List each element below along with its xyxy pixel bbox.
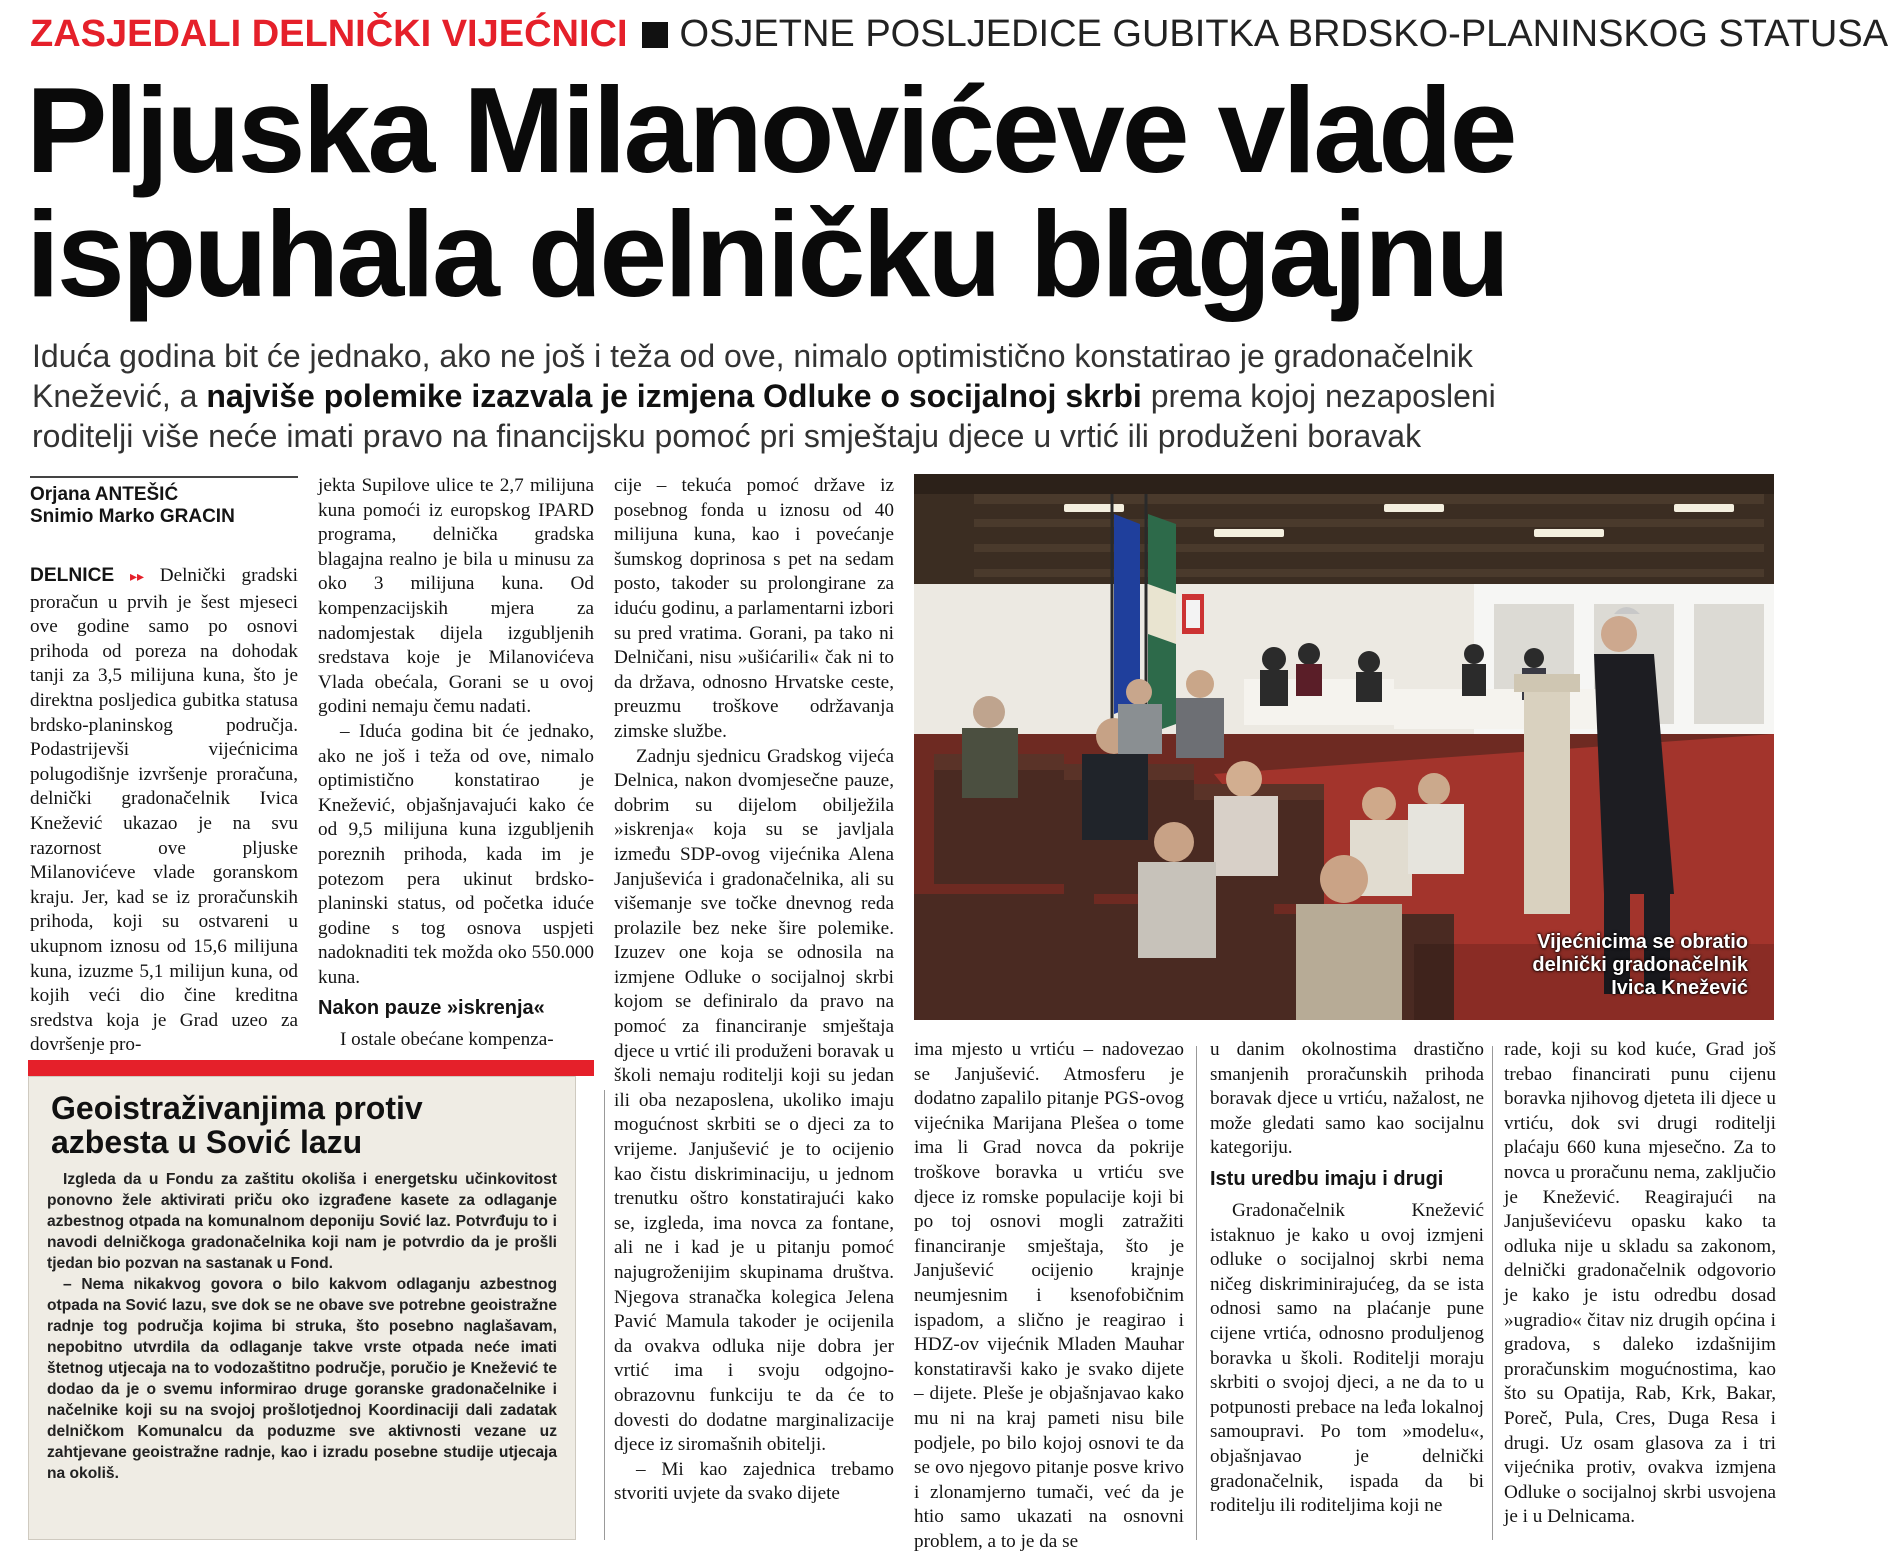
column-divider [604,1090,605,1540]
photo-caption-line-2: delnički gradonačelnik [1532,954,1748,976]
column-6-paragraph-1: rade, koji su kod kuće, Grad još trebao financirati punu cijenu boravka njihovog djeteta ili djece u vrtiću, dok svi drugi roditelji plaćaju 660 kuna mjesečno. Za to novca u proračunu nema, zaključio je Knežević. Reagirajući na Janjuševićevu opasku kako ta odluka nije u skladu sa zakonom, delnički gradonačelnik odgovorio je kako je istu odredbu dosad »ugradio« čitav niz drugih općina i gradova, s daleko izdašnijim proračunskim mogućnostima, kao što su Opatija, Rab, Krk, Bakar, Poreč, Pula, Cres, Duga Resa i drugi. Uz osam glasova za i tri vijećnika protiv, ovakva izmjena Odluke o socijalnoj skrbi usvojena je i u Delnicama. [1504,1039,1776,1528]
sidebar-paragraph-1: Izgleda da u Fondu za zaštitu okoliša i energetsku učinkovitost ponovno žele aktivirati priču oko izgrađene kasete za odlaganje azbestnog otpada na komunalnom deponiju Sović laz. Potvrđuju to i navodi delničkoga gradonačelnika koji nam je potvrdio da je prošli tjedan bio pozvan na sastanak u Fond. [47,1171,557,1272]
column-4-paragraph-1: ima mjesto u vrtiću – nadovezao se Janjušević. Atmosferu je dodatno zapalilo pitanje PGS-ovog vijećnika Marijana Plešea o tome ima li Grad novca da pokrije troškove boravka u vrtiću sve djece iz romske populacije koji bi po toj osnovi mogli zatražiti financiranje smještaja, što je Janjušević ocijenio krajnje neumjesnim i ksenofobičnim ispadom, a slično je reagirao i HDZ-ov vijećnik Mladen Mauhar konstatiravši kako je svako dijete – dijete. Pleše je objašnjavao kako mu ni na kraj pameti nisu bile podjele, po bilo kojoj osnovi te da se ovo njegovo pitanje posve krivo i zlonamjerno tumači, već da je htio samo ukazati na osnovni problem, a to je da se [914,1039,1184,1552]
sidebar-box [28,1076,576,1540]
kicker [30,8,1888,60]
byline-photo: Snimio Marko GRACIN [30,506,235,527]
column-2-paragraph-2: – Iduća godina bit će jednako, ako ne još i teža od ove, nimalo optimistično konstatirao je Knežević, objašnjavajući kako će od 9,5 milijuna kuna izgubljenih poreznih prihoda, kada im je potezom pera ukinut brdsko-planinski status, od početka iduće godine s tog osnova uspjeti nadoknaditi tek možda oko 550.000 kuna. [318,720,594,988]
column-2 [318,474,594,1051]
column-4 [914,1038,1184,1552]
column-3-paragraph-1: cije – tekuća pomoć države iz posebnog fonda u iznosu od 40 milijuna kuna, kao i povećanje šumskog doprinosa s pet na sedam posto, takoder su prolongirane za iduću godinu, a parlamentarni izbori su pred vratima. Gorani, pa tako ni Delničani, nisu »ušićarili« čak ni to da država, odnosno Hrvatske ceste, preuzmu troškove održavanja zimske službe. [614,475,894,742]
council-session-photo [914,474,1774,1020]
column-divider [1196,1046,1197,1540]
photo-caption-line-1: Vijećnicima se obratio [1537,931,1748,953]
dek-line-2 [32,376,1772,416]
column-3-paragraph-2: Zadnju sjednicu Gradskog vijeća Delnica, nakon dvomjesečne pauze, dobrim su dijelom obilježila »iskrenja« koja su se javljala između SDP-ovog vijećnika Alena Janjuševića i gradonačelnika, ali su višemanje sve točke dnevnog reda prolazile bez neke šire polemike. Izuzev one koja se odnosila na izmjene Odluke o socijalnoj skrbi kojom se definiralo da pravo na pomoć za financiranje smještaja djece u vrtić ili produženi boravak u školi nemaju roditelji koji su jedan ili oba nezaposlena, ukoliko imaju mogućnost skrbiti se o djeci za to vrijeme. Janjušević je to ocijenio kao čistu diskriminaciju, u jednom trenutku oštro konstatirajući kako se, izgleda, ima novca za fontane, ali ne i kad je u pitanju pomoć najugroženijim skupinama društva. Njegova stranačka kolegica Jelena Pavić Mamula takoder je ocijenila da ovakva odluka nije dobra jer vrtić ima i svoju odgojno-obrazovnu funkciju te da će to dovesti do dodatne marginalizacije djece iz siromašnih obitelji. [614,745,894,1456]
headline-line-1: Pljuska Milanovićeve vlade [26,62,1515,198]
sidebar-title-line-2: azbesta u Sović lazu [51,1124,363,1160]
column-divider [1492,1046,1493,1540]
square-bullet-icon [642,22,668,48]
double-arrow-icon: ▸▸ [129,570,144,585]
dek-line-1: Iduća godina bit će jednako, ako ne još i teža od ove, nimalo optimistično konstatirao je gradonačelnik [32,338,1473,374]
headline [26,62,1776,322]
column-3 [614,474,894,1540]
subhead-nakon-pauze: Nakon pauze »iskrenja« [318,997,545,1020]
dek-line-2a: Knežević, a [32,378,207,414]
dek-emphasis: najviše polemike izazvala je izmjena Odluke o socijalnoj skrbi [206,378,1142,414]
dek [32,336,1772,456]
byline-rule [30,476,298,478]
byline [30,484,298,528]
dek-line-3: roditelji više neće imati pravo na financijsku pomoć pri smještaju djece u vrtić ili produženi boravak [32,418,1422,454]
column-6 [1504,1038,1776,1540]
headline-line-2: ispuhala delničku blagajnu [26,186,1508,322]
sidebar-title [51,1091,557,1159]
kicker-text: OSJETNE POSLJEDICE GUBITKA BRDSKO-PLANINSKOG STATUSA [679,13,1888,55]
sidebar-accent-bar [28,1060,594,1076]
sidebar-title-line-1: Geoistraživanjima protiv [51,1090,423,1126]
column-5-paragraph-1: u danim okolnostima drastično smanjenih proračunskih prihoda boravak djece u vrtiću, nažalost, ne može gledati samo kao socijalnu kategoriju. [1210,1039,1484,1159]
column-2-paragraph-1: jekta Supilove ulice te 2,7 milijuna kuna pomoći iz europskog IPARD programa, delnička gradska blagajna realno je bila u minusu za oko 3 milijuna kuna. Od kompenzacijskih mjera za nadomjestak dijela izgubljenih sredstava koje je Milanovićeva Vlada obećala, Gorani se u ovoj godini nemaju čemu nadati. [318,475,594,718]
dateline: DELNICE [30,565,115,586]
dek-line-2c: prema kojoj nezaposleni [1141,378,1496,414]
subhead-istu-uredbu: Istu uredbu imaju i drugi [1210,1167,1444,1190]
column-1-text [30,564,298,1058]
photo-caption [1532,931,1748,1000]
kicker-label: ZASJEDALI DELNIČKI VIJEĆNICI [30,13,628,55]
column-1-paragraph: Delnički gradski proračun u prvih je šest mjeseci ove godine samo po osnovi prihoda od poreza na dohodak tanji za 3,5 milijuna kuna, što je direktna posljedica gubitka statusa brdsko-planinskog područja. Podastrijevši vijećnicima polugodišnje izvršenje proračuna, delnički gradonačelnik Ivica Knežević ukazao je na svu razornost ove pljuske Milanovićeve vlade goranskom kraju. Jer, kad se iz proračunskih prihoda, koji su ostvareni u ukupnom iznosu od 15,6 milijuna kuna, izuzme 5,1 milijun kuna, od kojih veći dio čine kreditna sredstva koja je Grad uzeo za dovršenje pro- [30,565,298,1056]
column-1 [30,484,298,1056]
column-5 [1210,1038,1484,1540]
column-3-paragraph-3: – Mi kao zajednica trebamo stvoriti uvjete da svako dijete [614,1458,894,1505]
column-5-paragraph-2: Gradonačelnik Knežević istaknuo je kako u ovoj izmjeni odluke o socijalnoj skrbi nema ničeg diskriminirajućeg, da se ista odnosi samo na plaćanje pune cijene vrtića, odnosno produljenog boravka u školi. Roditelji moraju skrbiti o svojoj djeci, a ne da to u potpunosti prebace na leđa lokalnoj samoupravi. Po tom »modelu«, objašnjavao je delnički gradonačelnik, ispada da bi roditelju ili roditeljima koji ne [1210,1199,1484,1517]
column-2-paragraph-3: I ostale obećane kompenza- [340,1029,554,1051]
byline-author: Orjana ANTEŠIĆ [30,484,179,505]
photo-caption-line-3: Ivica Knežević [1611,977,1748,999]
sidebar-paragraph-2: – Nema nikakvog govora o bilo kakvom odlaganju azbestnog otpada na Sović lazu, sve dok se ne obave sve potrebne geoistražne radnje tog područja kojima bi struka, što posebno naglašavam, nepobitno utvrdila da odlaganje takve vrste otpada neće imati štetnog utjecaja na to vodozaštitno područje, poručio je Knežević te dodao da je o svemu informirao druge goranske gradonačelnike i načelnike koji su na svojoj prošlotjednoj Koordinaciji dali zadatak delničkom Komunalcu da poduzme sve aktivnosti vezane uz zahtjevane geoistražne radnje, kao i izradu posebne studije utjecaja na okoliš. [47,1276,557,1482]
